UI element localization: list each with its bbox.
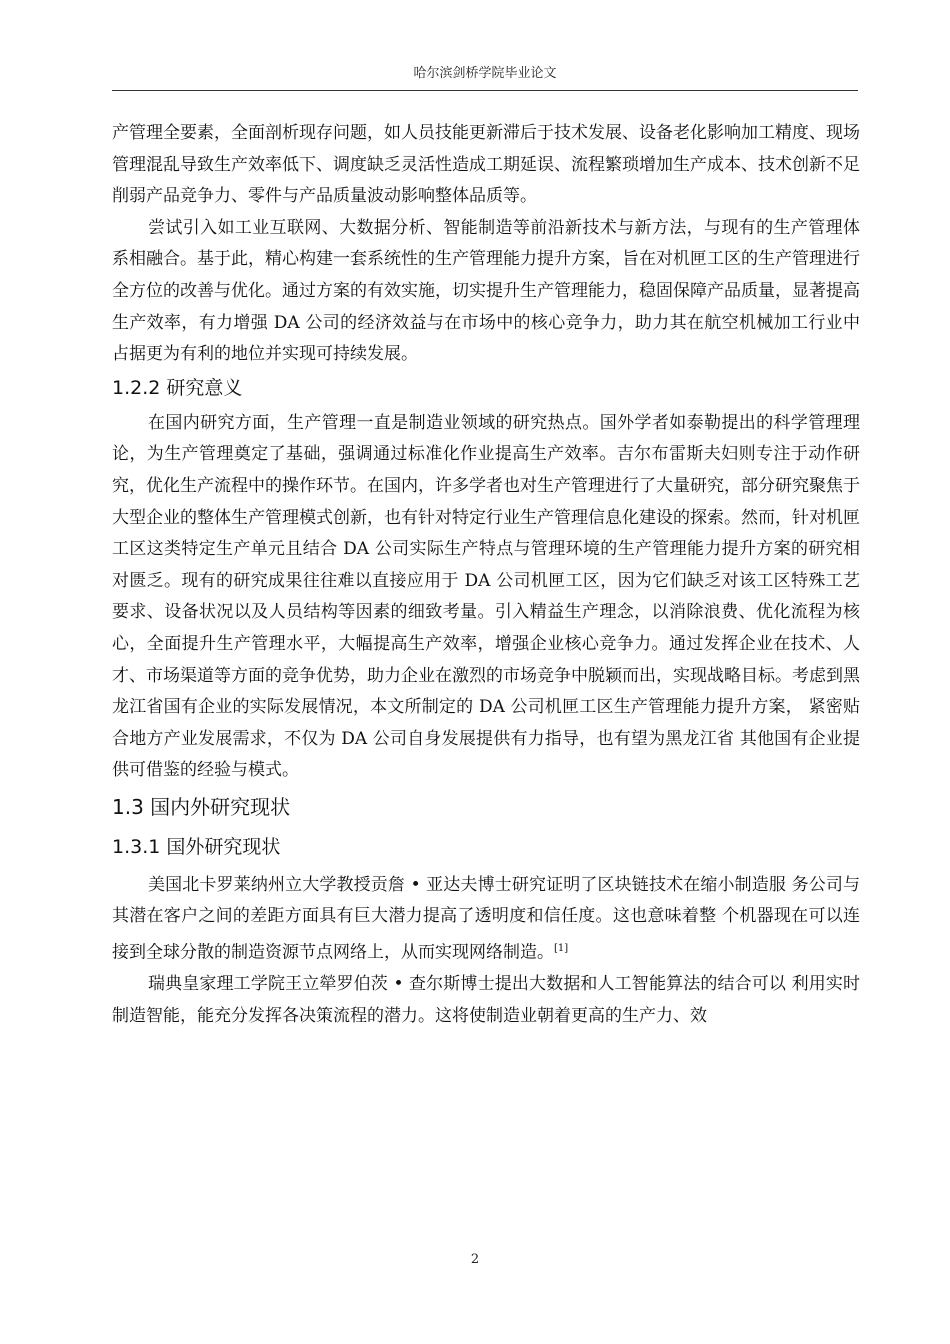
section-heading-1-2-2: 1.2.2 研究意义 [112, 376, 243, 399]
section-heading-1-3: 1.3 国内外研究现状 [112, 794, 291, 819]
paragraph-foreign-research-1 [112, 870, 860, 969]
header-title: 哈尔滨剑桥学院毕业论文 [413, 66, 557, 81]
document-body [112, 118, 860, 1033]
page-header [112, 64, 858, 91]
page-number: 2 [470, 1252, 480, 1267]
paragraph-approach: 尝试引入如工业互联网、大数据分析、智能制造等前沿新技术与新方法，与现有的生产管理体系相融合。基于此，精心构建一套系统性的生产管理能力提升方案，旨在对机匣工区的生产管理进行全方位的改善与优化。通过方案的有效实施，切实提升生产管理能力，稳固保障产品质量，显著提高生产效率，有力增强 DA 公司的经济效益与在市场中的核心竞争力，助力其在航空机械加工行业中占据更为有利的地位并实现可持续发展。 [112, 217, 860, 365]
paragraph-significance: 在国内研究方面，生产管理一直是制造业领域的研究热点。国外学者如泰勒提出的科学管理理论，为生产管理奠定了基础，强调通过标准化作业提高生产效率。吉尔布雷斯夫妇则专注于动作研究，优化生产流程中的操作环节。在国内，许多学者也对生产管理进行了大量研究，部分研究聚焦于大型企业的整体生产管理模式创新，也有针对特定行业生产管理信息化建设的探索。然而，针对机匣工区这类特定生产单元且结合 DA 公司实际生产特点与管理环境的生产管理能力提升方案的研究相对匮乏。现有的研究成果往往难以直接应用于 DA 公司机匣工区，因为它们缺乏对该工区特殊工艺要求、设备状况以及人员结构等因素的细致考量。引入精益生产理念，以消除浪费、优化流程为核心，全面提升生产管理水平，大幅提高生产效率，增强企业核心竞争力。通过发挥企业在技术、人才、市场渠道等方面的竞争优势，助力企业在激烈的市场竞争中脱颖而出，实现战略目标。考虑到黑龙江省国有企业的实际发展情况，本文所制定的 DA 公司机匣工区生产管理能力提升方案， 紧密贴合地方产业发展需求，不仅为 DA 公司自身发展提供有力指导，也有望为黑龙江省 其他国有企业提供可借鉴的经验与模式。 [112, 412, 860, 781]
citation-reference[interactable]: [1] [554, 943, 569, 955]
section-heading-1-3-1: 1.3.1 国外研究现状 [112, 835, 281, 858]
paragraph-continuation: 产管理全要素，全面剖析现存问题，如人员技能更新滞后于技术发展、设备老化影响加工精度、现场管理混乱导致生产效率低下、调度缺乏灵活性造成工期延误、流程繁琐增加生产成本、技术创新不足削弱产品竞争力、零件与产品质量波动影响整体品质等。 [112, 123, 860, 207]
paragraph-text: 美国北卡罗莱纳州立大学教授贡詹 • 亚达夫博士研究证明了区块链技术在缩小制造服 务公司与其潜在客户之间的差距方面具有巨大潜力提高了透明度和信任度。这也意味着整 个机器现在可以连接到全球分散的制造资源节点网络上，从而实现网络制造。 [112, 874, 860, 963]
paragraph-foreign-research-2: 瑞典皇家理工学院王立犖罗伯茨 • 查尔斯博士提出大数据和人工智能算法的结合可以 利用实时制造智能，能充分发挥各决策流程的潜力。这将使制造业朝着更高的生产力、效 [112, 974, 860, 1026]
